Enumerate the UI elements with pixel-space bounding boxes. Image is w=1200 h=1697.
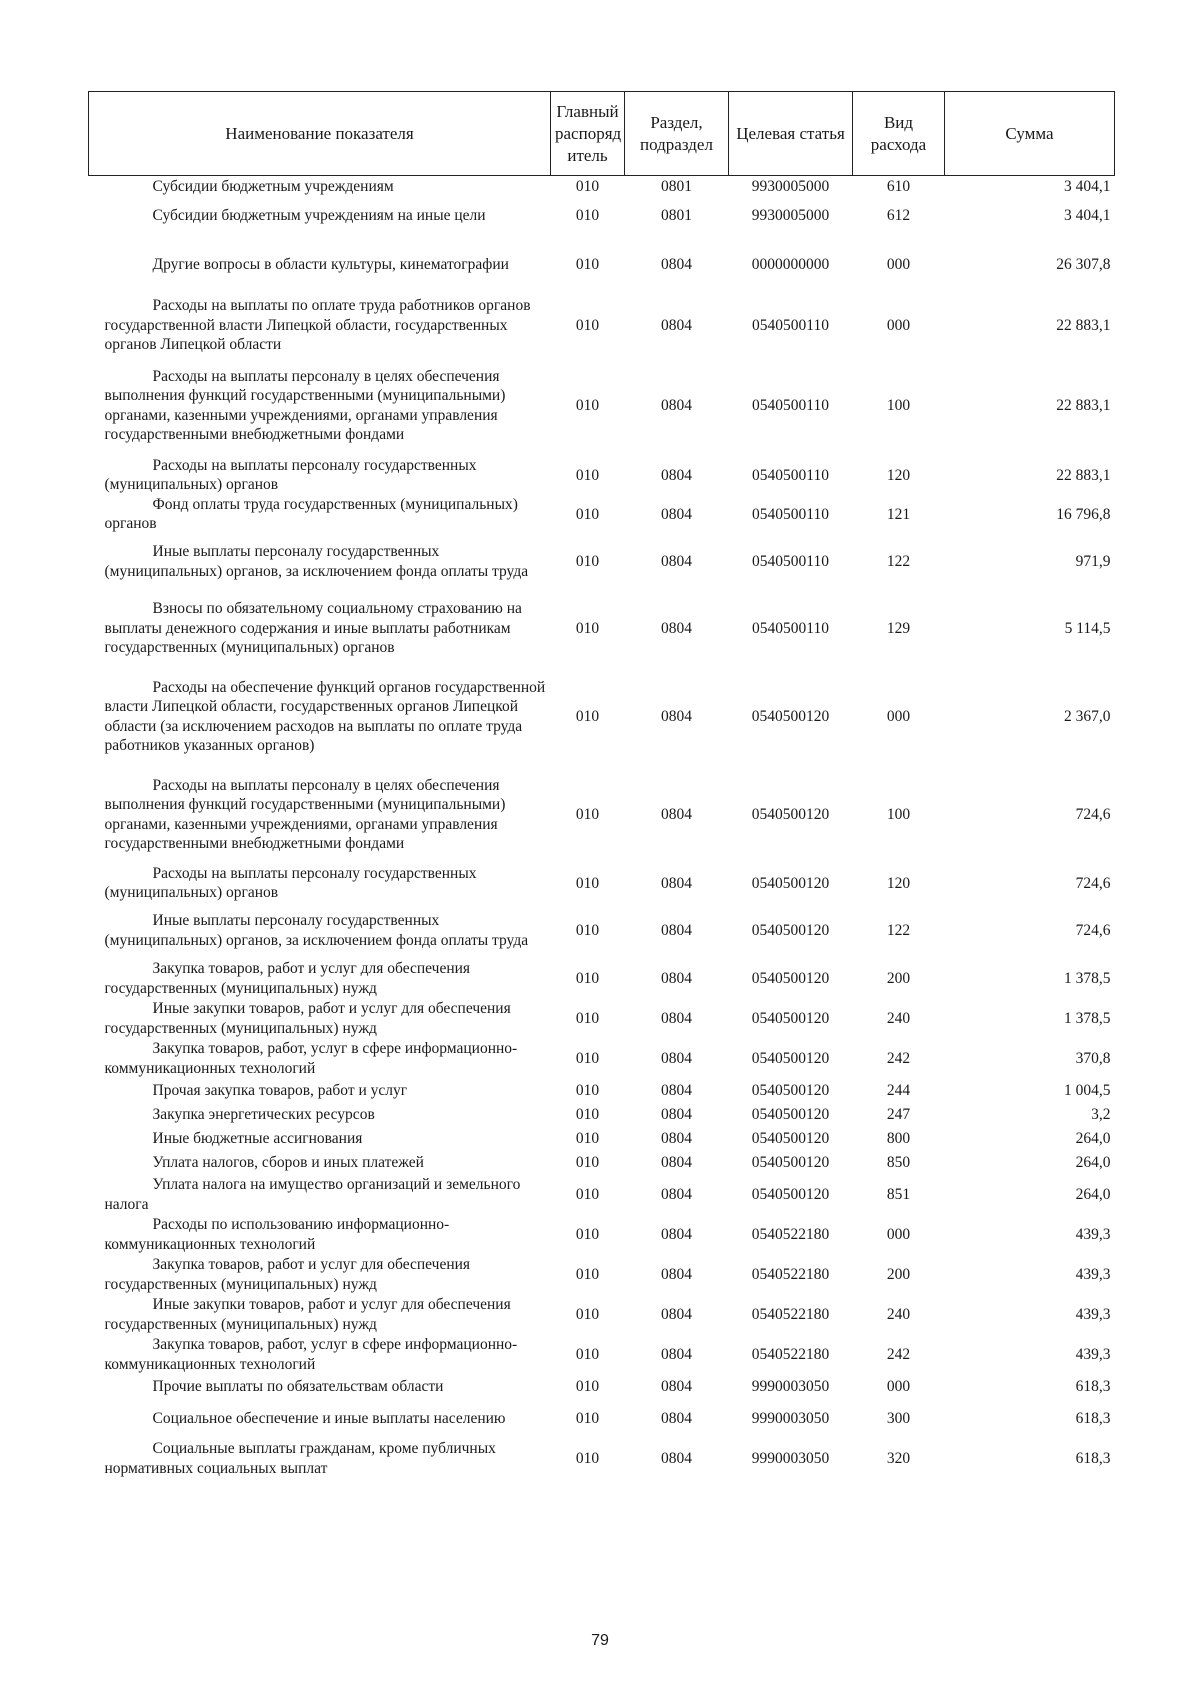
row-expense-kind: 000	[886, 1226, 911, 1243]
row-section: 0804	[661, 256, 692, 273]
row-target-article: 0540522180	[751, 1226, 830, 1243]
row-chief-administrator: 010	[575, 466, 600, 484]
table-row	[89, 296, 1115, 356]
row-section: 0804	[661, 505, 692, 523]
row-chief-administrator: 010	[575, 1266, 600, 1283]
row-target-article: 0540500110	[752, 466, 829, 484]
row-chief-administrator: 010	[575, 970, 600, 987]
row-target-article: 0540500120	[751, 1082, 830, 1099]
table-row	[89, 668, 1115, 766]
table-row	[89, 1335, 1115, 1375]
row-name: Социальные выплаты гражданам, кроме публичных нормативных социальных выплат	[104, 1440, 496, 1477]
row-name: Закупка товаров, работ, услуг в сфере информационно-коммуникационных технологий	[104, 1336, 518, 1373]
table-row	[89, 1399, 1115, 1439]
row-sum: 618,3	[1075, 1410, 1111, 1427]
row-name: Иные закупки товаров, работ и услуг для обеспечения государственных (муниципальных) нужд	[104, 1000, 511, 1037]
row-name: Расходы на выплаты персоналу государственных (муниципальных) органов	[104, 864, 477, 901]
row-name: Другие вопросы в области культуры, кинематографии	[152, 255, 509, 273]
table-row	[89, 1039, 1115, 1079]
row-section: 0804	[661, 620, 692, 637]
row-name: Закупка товаров, работ и услуг для обеспечения государственных (муниципальных) нужд	[104, 1256, 471, 1293]
header-target-article: Целевая статья	[729, 92, 853, 176]
row-expense-kind: 247	[886, 1106, 911, 1123]
row-sum: 439,3	[1075, 1306, 1111, 1323]
row-section: 0804	[661, 874, 692, 892]
table-row	[89, 1151, 1115, 1175]
row-sum: 724,6	[1075, 874, 1111, 892]
row-chief-administrator: 010	[575, 207, 600, 224]
row-expense-kind: 200	[886, 970, 911, 987]
budget-table	[88, 91, 1115, 1479]
header-expense-kind: Вид расхода	[853, 92, 945, 176]
row-expense-kind: 200	[886, 1266, 911, 1283]
row-chief-administrator: 010	[575, 922, 600, 939]
table-row	[89, 1175, 1115, 1215]
row-expense-kind: 000	[886, 256, 911, 273]
row-chief-administrator: 010	[575, 1450, 600, 1467]
row-target-article: 0540500120	[751, 708, 830, 725]
row-name: Иные выплаты персоналу государственных (муниципальных) органов, за исключением фонда оплаты труда	[104, 912, 529, 949]
row-section: 0804	[661, 1410, 692, 1427]
table-row	[89, 1375, 1115, 1399]
row-sum: 16 796,8	[1056, 505, 1111, 523]
row-section: 0804	[661, 1050, 692, 1067]
row-chief-administrator: 010	[575, 1010, 600, 1027]
row-expense-kind: 240	[886, 1306, 911, 1323]
row-section: 0804	[661, 1226, 692, 1243]
row-name: Субсидии бюджетным учреждениям на иные цели	[152, 206, 486, 224]
row-chief-administrator: 010	[575, 1346, 600, 1363]
row-sum: 2 367,0	[1064, 708, 1111, 725]
row-chief-administrator: 010	[575, 1082, 600, 1099]
row-section: 0804	[661, 1082, 692, 1099]
row-expense-kind: 800	[886, 1130, 911, 1147]
row-chief-administrator: 010	[575, 1306, 600, 1323]
row-name: Расходы на выплаты персоналу государственных (муниципальных) органов	[104, 456, 477, 493]
row-section: 0804	[661, 922, 692, 939]
row-expense-kind: 000	[886, 1378, 911, 1395]
row-expense-kind: 100	[886, 806, 911, 823]
row-target-article: 0540500120	[751, 1186, 830, 1203]
row-chief-administrator: 010	[575, 874, 600, 892]
row-target-article: 9990003050	[751, 1410, 830, 1427]
row-chief-administrator: 010	[575, 317, 600, 334]
row-chief-administrator: 010	[575, 1410, 600, 1427]
row-expense-kind: 122	[886, 553, 911, 570]
row-target-article: 0540500110	[752, 397, 829, 414]
row-section: 0804	[661, 1346, 692, 1363]
row-sum: 3,2	[1091, 1106, 1111, 1123]
row-sum: 264,0	[1075, 1186, 1111, 1203]
row-name: Фонд оплаты труда государственных (муниципальных) органов	[104, 495, 518, 532]
row-expense-kind: 129	[886, 620, 911, 637]
row-section: 0801	[661, 207, 692, 224]
row-expense-kind: 242	[886, 1050, 911, 1067]
table-row	[89, 1439, 1115, 1479]
table-row	[89, 1215, 1115, 1255]
row-name: Расходы на выплаты по оплате труда работников органов государственной власти Липецкой области, государственных органов Липецкой области	[104, 297, 531, 354]
row-sum: 618,3	[1075, 1378, 1111, 1395]
row-expense-kind: 100	[886, 397, 911, 414]
row-sum: 724,6	[1075, 806, 1111, 823]
table-row	[89, 766, 1115, 864]
row-section: 0804	[661, 1106, 692, 1123]
row-target-article: 0540500120	[751, 970, 830, 987]
row-chief-administrator: 010	[575, 1154, 600, 1171]
row-name: Иные закупки товаров, работ и услуг для обеспечения государственных (муниципальных) нужд	[104, 1296, 511, 1333]
row-expense-kind: 242	[886, 1346, 911, 1363]
row-expense-kind: 851	[886, 1186, 911, 1203]
row-sum: 264,0	[1075, 1130, 1111, 1147]
row-sum: 26 307,8	[1056, 256, 1111, 273]
header-chief-administrator: Главный распоряд итель	[551, 92, 625, 176]
row-target-article: 0540500110	[752, 620, 829, 637]
row-chief-administrator: 010	[575, 620, 600, 637]
header-sum: Сумма	[945, 92, 1115, 176]
row-section: 0804	[661, 970, 692, 987]
row-target-article: 0540500110	[752, 553, 829, 570]
table-row	[89, 176, 1115, 198]
table-row	[89, 495, 1115, 534]
row-name: Расходы на выплаты персоналу в целях обеспечения выполнения функций государственными (муниципальными) органами, казенными учреждениями, органами управления государственными внебюджетными фондами	[104, 776, 506, 852]
row-name: Иные бюджетные ассигнования	[152, 1129, 363, 1147]
row-target-article: 9930005000	[751, 207, 830, 224]
table-row	[89, 534, 1115, 590]
row-section: 0804	[661, 1306, 692, 1323]
row-section: 0804	[661, 1266, 692, 1283]
row-expense-kind: 320	[886, 1450, 911, 1467]
row-target-article: 0540522180	[751, 1266, 830, 1283]
row-name: Взносы по обязательному социальному страхованию на выплаты денежного содержания и иные выплаты работникам государственных (муниципальных) органов	[104, 600, 522, 657]
row-section: 0804	[661, 708, 692, 725]
row-expense-kind: 121	[886, 505, 911, 523]
row-section: 0801	[661, 178, 692, 196]
row-expense-kind: 612	[886, 207, 911, 224]
row-section: 0804	[661, 317, 692, 334]
row-sum: 1 378,5	[1064, 970, 1111, 987]
header-section: Раздел, подраздел	[625, 92, 729, 176]
row-target-article: 0540500120	[751, 1050, 830, 1067]
row-sum: 22 883,1	[1056, 397, 1111, 414]
row-expense-kind: 610	[886, 178, 911, 196]
row-sum: 22 883,1	[1056, 317, 1111, 334]
row-expense-kind: 850	[886, 1154, 911, 1171]
row-name: Уплата налога на имущество организаций и земельного налога	[104, 1176, 521, 1213]
row-sum: 618,3	[1075, 1450, 1111, 1467]
row-chief-administrator: 010	[575, 397, 600, 414]
row-expense-kind: 244	[886, 1082, 911, 1099]
row-spacer	[89, 284, 1115, 296]
page-number: 79	[591, 1632, 609, 1649]
row-name: Расходы на обеспечение функций органов государственной власти Липецкой области, государственных органов Липецкой области (за исключением расходов на выплаты по оплате труда работников указанных органов)	[104, 678, 546, 754]
row-expense-kind: 120	[886, 874, 911, 892]
table-header	[89, 92, 1115, 176]
row-target-article: 0540500120	[751, 1010, 830, 1027]
row-target-article: 0540522180	[751, 1346, 830, 1363]
row-chief-administrator: 010	[575, 1130, 600, 1147]
row-chief-administrator: 010	[575, 708, 600, 725]
table-row	[89, 590, 1115, 668]
row-name: Расходы на выплаты персоналу в целях обеспечения выполнения функций государственными (муниципальными) органами, казенными учреждениями, органами управления государственными внебюджетными фондами	[104, 367, 506, 443]
row-expense-kind: 122	[886, 922, 911, 939]
row-sum: 370,8	[1075, 1050, 1111, 1067]
table-body	[89, 176, 1115, 1479]
row-chief-administrator: 010	[575, 806, 600, 823]
row-section: 0804	[661, 1154, 692, 1171]
table-row	[89, 356, 1115, 456]
row-expense-kind: 300	[886, 1410, 911, 1427]
row-target-article: 0540500120	[751, 1130, 830, 1147]
row-section: 0804	[661, 1378, 692, 1395]
row-sum: 264,0	[1075, 1154, 1111, 1171]
row-chief-administrator: 010	[575, 1226, 600, 1243]
row-target-article: 0540500110	[752, 505, 829, 523]
row-target-article: 0540500120	[751, 806, 830, 823]
table-row	[89, 1295, 1115, 1335]
row-target-article: 0540500110	[752, 317, 829, 334]
row-name: Закупка товаров, работ и услуг для обеспечения государственных (муниципальных) нужд	[104, 960, 471, 997]
table-row	[89, 198, 1115, 234]
row-chief-administrator: 010	[575, 178, 600, 196]
row-sum: 1 004,5	[1064, 1082, 1111, 1099]
table-row	[89, 1079, 1115, 1103]
row-expense-kind: 000	[886, 317, 911, 334]
row-target-article: 0540500120	[751, 922, 830, 939]
row-sum: 5 114,5	[1064, 620, 1111, 637]
row-chief-administrator: 010	[575, 1378, 600, 1395]
row-name: Субсидии бюджетным учреждениям	[152, 178, 394, 195]
row-sum: 3 404,1	[1064, 178, 1111, 196]
row-target-article: 9930005000	[751, 178, 830, 196]
row-name: Расходы по использованию информационно-коммуникационных технологий	[104, 1216, 450, 1253]
row-sum: 1 378,5	[1064, 1010, 1111, 1027]
header-name: Наименование показателя	[89, 92, 551, 176]
row-sum: 724,6	[1075, 922, 1111, 939]
row-name: Прочая закупка товаров, работ и услуг	[152, 1081, 408, 1099]
row-sum: 439,3	[1075, 1346, 1111, 1363]
row-sum: 971,9	[1075, 553, 1111, 570]
table-row	[89, 246, 1115, 284]
table-row	[89, 1255, 1115, 1295]
row-sum: 439,3	[1075, 1226, 1111, 1243]
row-section: 0804	[661, 553, 692, 570]
row-section: 0804	[661, 1186, 692, 1203]
row-name: Закупка энергетических ресурсов	[152, 1105, 375, 1123]
row-target-article: 0000000000	[751, 256, 830, 273]
table-row	[89, 864, 1115, 903]
row-target-article: 9990003050	[751, 1450, 830, 1467]
row-target-article: 9990003050	[751, 1378, 830, 1395]
row-chief-administrator: 010	[575, 505, 600, 523]
row-chief-administrator: 010	[575, 1050, 600, 1067]
row-section: 0804	[661, 466, 692, 484]
row-name: Иные выплаты персоналу государственных (муниципальных) органов, за исключением фонда оплаты труда	[104, 543, 529, 580]
table-row	[89, 903, 1115, 959]
row-name: Социальное обеспечение и иные выплаты населению	[152, 1409, 506, 1427]
row-chief-administrator: 010	[575, 553, 600, 570]
table-row	[89, 999, 1115, 1039]
row-sum: 22 883,1	[1056, 466, 1111, 484]
table-row	[89, 1103, 1115, 1127]
row-sum: 439,3	[1075, 1266, 1111, 1283]
row-spacer	[89, 234, 1115, 246]
row-target-article: 0540522180	[751, 1306, 830, 1323]
row-expense-kind: 000	[886, 708, 911, 725]
row-expense-kind: 240	[886, 1010, 911, 1027]
row-section: 0804	[661, 397, 692, 414]
row-chief-administrator: 010	[575, 1106, 600, 1123]
row-name: Прочие выплаты по обязательствам области	[152, 1377, 444, 1395]
row-chief-administrator: 010	[575, 256, 600, 273]
row-target-article: 0540500120	[751, 874, 830, 892]
row-section: 0804	[661, 806, 692, 823]
row-section: 0804	[661, 1450, 692, 1467]
table-row	[89, 959, 1115, 999]
table-row	[89, 456, 1115, 495]
row-target-article: 0540500120	[751, 1154, 830, 1171]
row-name: Закупка товаров, работ, услуг в сфере информационно-коммуникационных технологий	[104, 1040, 518, 1077]
row-target-article: 0540500120	[751, 1106, 830, 1123]
row-section: 0804	[661, 1130, 692, 1147]
row-expense-kind: 120	[886, 466, 911, 484]
row-section: 0804	[661, 1010, 692, 1027]
row-sum: 3 404,1	[1064, 207, 1111, 224]
table-row	[89, 1127, 1115, 1151]
row-name: Уплата налогов, сборов и иных платежей	[152, 1153, 424, 1171]
row-chief-administrator: 010	[575, 1186, 600, 1203]
